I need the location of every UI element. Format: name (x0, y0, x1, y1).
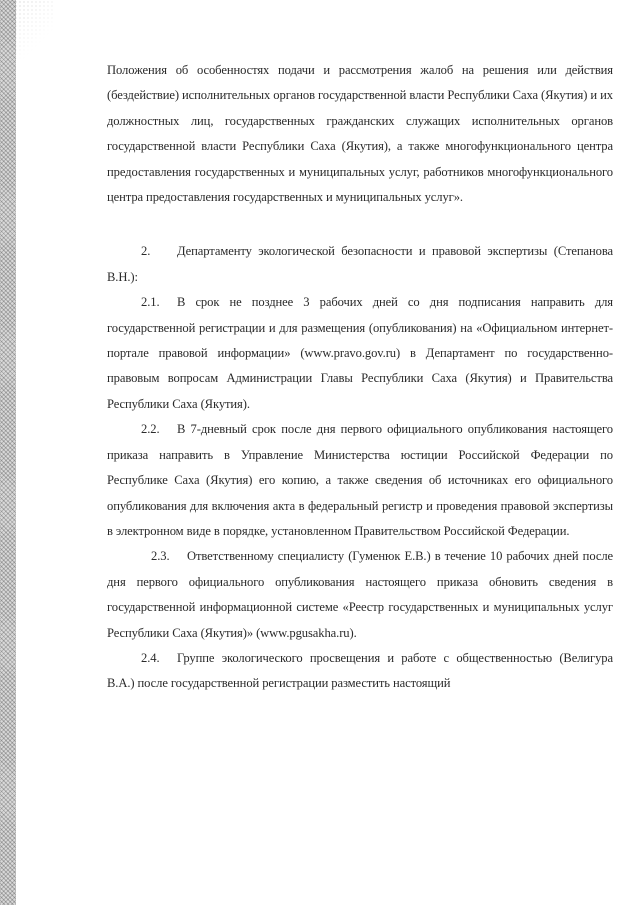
paragraph-item-2-1 (107, 290, 613, 417)
scan-corner-artifact (14, 0, 54, 60)
item-number: 2.1. (141, 295, 160, 310)
paragraph-gap (107, 210, 613, 239)
paragraph-text: Ответственному специалисту (Гуменюк Е.В.) в течение 10 рабочих дней после дня первого официального опубликования настоящего приказа обновить сведения в государственной информационной системе «Реестр государственных и муниципальных услуг Республики Саха (Якутия)» (www.pgusakha.ru). (107, 549, 613, 640)
document-page (107, 58, 613, 697)
paragraph-item-2 (107, 239, 613, 290)
paragraph-item-2-2 (107, 417, 613, 544)
paragraph-text: Положения об особенностях подачи и рассмотрения жалоб на решения или действия (бездействие) исполнительных органов государственной власти Республики Саха (Якутия) и их должностных лиц, государственных гражданских служащих исполнительных органов государственной власти Республики Саха (Якутия), а также многофункционального центра предоставления государственных и муниципальных услуг, работников многофункционального центра предоставления государственных и муниципальных услуг». (107, 63, 613, 205)
paragraph-text: Департаменту экологической безопасности и правовой экспертизы (Степанова В.Н.): (107, 244, 613, 284)
paragraph-text: В срок не позднее 3 рабочих дней со дня подписания направить для государственной регистрации и для размещения (опубликования) на «Официальном интернет-портале правовой информации» (www.pravo.gov.ru) в Департамент по государственно-правовым вопросам Администрации Главы Республики Саха (Якутия) и Правительства Республики Саха (Якутия). (107, 295, 613, 411)
paragraph-text: В 7-дневный срок после дня первого официального опубликования настоящего приказа направить в Управление Министерства юстиции Российской Федерации по Республике Саха (Якутия) его копию, а также сведения об источниках его официального опубликования для включения акта в федеральный регистр и проведения правовой экспертизы в электронном виде в порядке, установленном Правительством Российской Федерации. (107, 422, 613, 538)
paragraph-continuation (107, 58, 613, 210)
item-number: 2.2. (141, 422, 160, 437)
paragraph-text: Группе экологического просвещения и работе с общественностью (Велигура В.А.) после государственной регистрации разместить настоящий (107, 650, 613, 691)
scan-edge-artifact (0, 0, 16, 905)
item-number: 2.4. (141, 650, 160, 665)
item-number: 2.3. (151, 549, 170, 564)
paragraph-item-2-4 (107, 646, 613, 697)
item-number: 2. (141, 244, 151, 259)
paragraph-item-2-3 (107, 544, 613, 646)
